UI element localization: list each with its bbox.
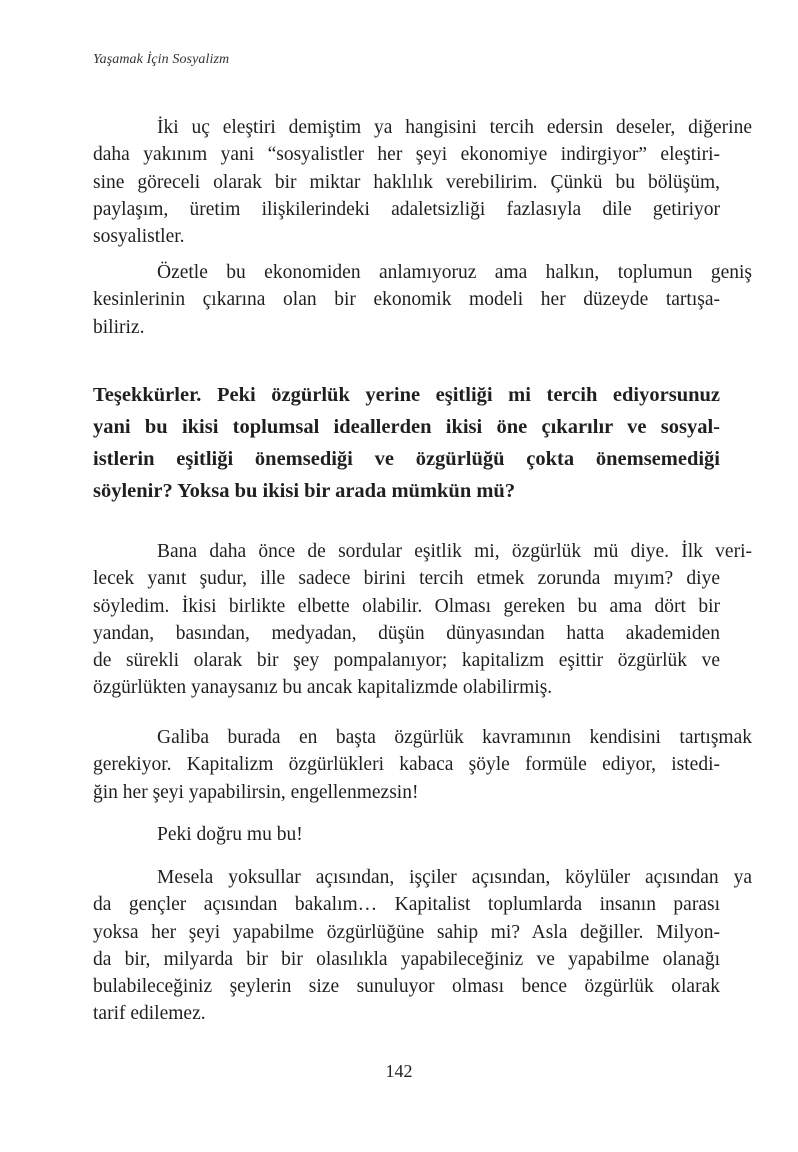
text-line: paylaşım, üretim ilişkilerindeki adaletsizliği fazlasıyla dile getiriyor <box>93 198 720 220</box>
paragraph-4 <box>93 724 752 806</box>
text-line: sosyalistler. <box>93 226 185 248</box>
text-line: lecek yanıt şudur, ille sadece birini tercih etmek zorunda mıyım? diye <box>93 568 720 590</box>
text-line: Özetle bu ekonomiden anlamıyoruz ama halkın, toplumun geniş <box>157 262 752 283</box>
paragraph-6 <box>93 864 752 1028</box>
text-line: Bana daha önce de sordular eşitlik mi, özgürlük mü diye. İlk veri- <box>157 541 752 562</box>
text-line: yoksa her şeyi yapabilme özgürlüğüne sahip mi? Asla değiller. Milyon- <box>93 921 720 943</box>
question-line: söylenir? Yoksa bu ikisi bir arada mümkün mü? <box>93 480 516 502</box>
page-number: 142 <box>385 1061 413 1081</box>
text-line: da gençler açısından bakalım… Kapitalist toplumlarda insanın parası <box>93 894 720 916</box>
text-line: daha yakınım yani “sosyalistler her şeyi ekonomiye indirgiyor” eleştiri- <box>93 144 720 166</box>
text-line: özgürlükten yanaysanız bu ancak kapitalizmde olabilirmiş. <box>93 677 553 699</box>
question-line: yani bu ikisi toplumsal ideallerden ikisi öne çıkarılır ve sosyal- <box>93 416 720 438</box>
text-line: söyledim. İkisi birlikte elbette olabilir. Olması gereken bu ama dört bir <box>93 595 720 617</box>
text-line: biliriz. <box>93 316 145 338</box>
text-line: Galiba burada en başta özgürlük kavramının kendisini tartışmak <box>157 727 752 748</box>
text-line: de sürekli olarak bir şey pompalanıyor; kapitalizm eşittir özgürlük ve <box>93 650 720 672</box>
text-line: ğin her şeyi yapabilirsin, engellenmezsin! <box>93 781 419 803</box>
text-line: yandan, basından, medyadan, düşün dünyasından hatta akademiden <box>93 622 720 644</box>
text-line: tarif edilemez. <box>93 1003 206 1025</box>
paragraph-1 <box>93 114 752 250</box>
text-line: Mesela yoksullar açısından, işçiler açısından, köylüler açısından ya <box>157 867 752 888</box>
question-line: istlerin eşitliği önemsediği ve özgürlüğü çokta önemsemediği <box>93 448 720 470</box>
text-line: da bir, milyarda bir bir olasılıkla yapabileceğiniz ve yapabilme olanağı <box>93 948 720 970</box>
text-line: İki uç eleştiri demiştim ya hangisini tercih edersin deseler, diğerine <box>157 117 752 138</box>
text-line: bulabileceğiniz şeylerin size sunuluyor olması bence özgürlük olarak <box>93 976 720 998</box>
paragraph-3 <box>93 538 752 702</box>
question-line: Teşekkürler. Peki özgürlük yerine eşitliği mi tercih ediyorsunuz <box>93 384 720 406</box>
interview-question <box>93 379 720 507</box>
running-header-book-title: Yaşamak İçin Sosyalizm <box>93 52 230 67</box>
text-line: kesinlerinin çıkarına olan bir ekonomik modeli her düzeyde tartışa- <box>93 289 720 311</box>
text-line: Peki doğru mu bu! <box>157 824 303 845</box>
text-line: gerekiyor. Kapitalizm özgürlükleri kabaca şöyle formüle ediyor, istedi- <box>93 754 720 776</box>
text-line: sine göreceli olarak bir miktar haklılık verebilirim. Çünkü bu bölüşüm, <box>93 171 720 193</box>
paragraph-2 <box>93 259 752 341</box>
paragraph-5 <box>93 821 720 848</box>
